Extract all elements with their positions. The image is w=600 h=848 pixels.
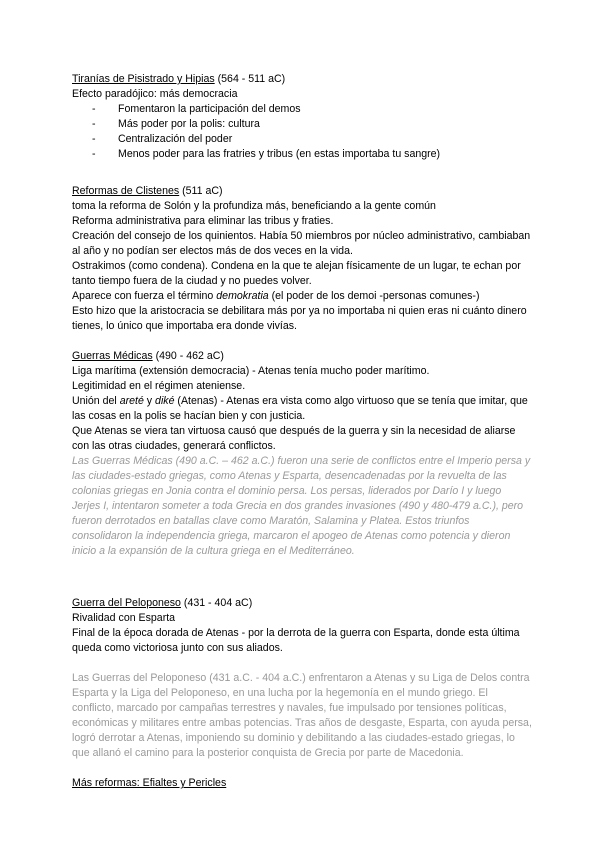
paragraph: Creación del consejo de los quinientos. Había 50 miembros por núcleo administrativo, cambiaban al año y no podían ser electos más de dos veces en la vida. — [72, 230, 531, 257]
paragraph: Final de la época dorada de Atenas - por la derrota de la guerra con Esparta, donde esta última queda como victoriosa junto con sus aliados. — [72, 627, 520, 654]
bullet-list — [72, 102, 532, 162]
list-item: - Menos poder para las fratries y tribus (en estas importaba tu sangre) — [72, 147, 532, 162]
paragraph — [72, 289, 532, 304]
section-heading-guerras-medicas — [72, 349, 532, 364]
section-title: Guerra del Peloponeso — [72, 597, 181, 609]
list-item: - Fomentaron la participación del demos — [72, 102, 532, 117]
italic-term: diké — [155, 395, 175, 407]
paragraph: Rivalidad con Esparta — [72, 612, 176, 624]
paragraph — [72, 394, 532, 424]
spacer — [72, 656, 532, 671]
list-item: - Más poder por la polis: cultura — [72, 117, 532, 132]
paragraph: Ostrakimos (como condena). Condena en la que te alejan físicamente de un lugar, te echan por tanto tiempo fuera de la ciudad y no puedes volver. — [72, 260, 521, 287]
paragraph: Que Atenas se viera tan virtuosa causó que después de la guerra y sin la necesidad de aliarse con las otras ciudades, generará conflictos. — [72, 425, 516, 452]
section-dates: (511 aC) — [179, 185, 223, 197]
spacer — [72, 334, 532, 349]
section-title: Guerras Médicas — [72, 350, 153, 362]
section-dates: (490 - 462 aC) — [152, 350, 224, 362]
list-item: - Centralización del poder — [72, 132, 532, 147]
paragraph: Efecto paradójico: más democracia — [72, 88, 238, 100]
document-body — [72, 72, 532, 791]
spacer — [72, 761, 532, 776]
text-run: (Atenas) - Atenas era vista como algo virtuoso que se tenía que imitar, que las cosas en la polis se hacían bien y con justicia. — [72, 395, 528, 422]
paragraph: Liga marítima (extensión democracia) - Atenas tenía mucho poder marítimo. — [72, 365, 430, 377]
grey-note: Las Guerras Médicas (490 a.C. – 462 a.C.) fueron una serie de conflictos entre el Imperio persa y las ciudades-estado griegas, como Atenas y Esparta, desencadenadas por la revuelta de las colonias griegas en Jonia contra el dominio persa. Los persas, liderados por Darío I y luego Jerjes I, intentaron someter a toda Grecia en dos grandes invasiones (490 y 480-479 a.C.), pero fueron derrotados en batallas clave como Maratón, Salamina y Platea. Estos triunfos consolidaron la independencia griega, marcaron el apogeo de Atenas como potencia y dieron inicio a la expansión de la cultura griega en el Mediterráneo. — [72, 455, 531, 557]
text-run: (el poder de los demoi -personas comunes-) — [268, 290, 480, 302]
section-heading-peloponeso — [72, 596, 532, 611]
text-run: y — [143, 395, 156, 407]
section-dates: (564 - 511 aC) — [214, 73, 286, 85]
section-title: Tiranías de Pisistrado y Hipias — [72, 73, 215, 85]
section-title: Más reformas: Efialtes y Pericles — [72, 777, 227, 789]
section-dates: (431 - 404 aC) — [180, 597, 253, 609]
section-title: Reformas de Clistenes — [72, 185, 180, 197]
section-heading-mas-reformas — [72, 776, 532, 791]
italic-term: areté — [119, 395, 144, 407]
paragraph: Esto hizo que la aristocracia se debilitara más por ya no importaba ni quien eras ni cuánto dinero tienes, lo único que importaba era donde vivías. — [72, 305, 527, 332]
section-heading-clistenes — [72, 184, 532, 199]
text-run: Unión del — [72, 395, 120, 407]
paragraph: Legitimidad en el régimen ateniense. — [72, 380, 246, 392]
section-heading-tiranias — [72, 72, 532, 87]
paragraph: toma la reforma de Solón y la profundiza más, beneficiando a la gente común — [72, 200, 436, 212]
spacer — [72, 162, 532, 184]
text-run: Aparece con fuerza el término — [72, 290, 217, 302]
italic-term: demokratia — [216, 290, 269, 302]
spacer — [72, 559, 532, 581]
paragraph: Reforma administrativa para eliminar las tribus y fraties. — [72, 215, 334, 227]
spacer — [72, 581, 532, 596]
grey-note: Las Guerras del Peloponeso (431 a.C. - 404 a.C.) enfrentaron a Atenas y su Liga de Delos contra Esparta y la Liga del Peloponeso, en una lucha por la hegemonía en el mundo griego. El conflicto, marcado por campañas terrestres y navales, fue impulsado por tensiones políticas, económicas y militares entre ambas potencias. Tras años de desgaste, Esparta, con ayuda persa, logró derrotar a Atenas, imponiendo su dominio y debilitando a las ciudades-estado griegas, lo que allanó el camino para la posterior conquista de Grecia por parte de Macedonia. — [72, 672, 532, 759]
